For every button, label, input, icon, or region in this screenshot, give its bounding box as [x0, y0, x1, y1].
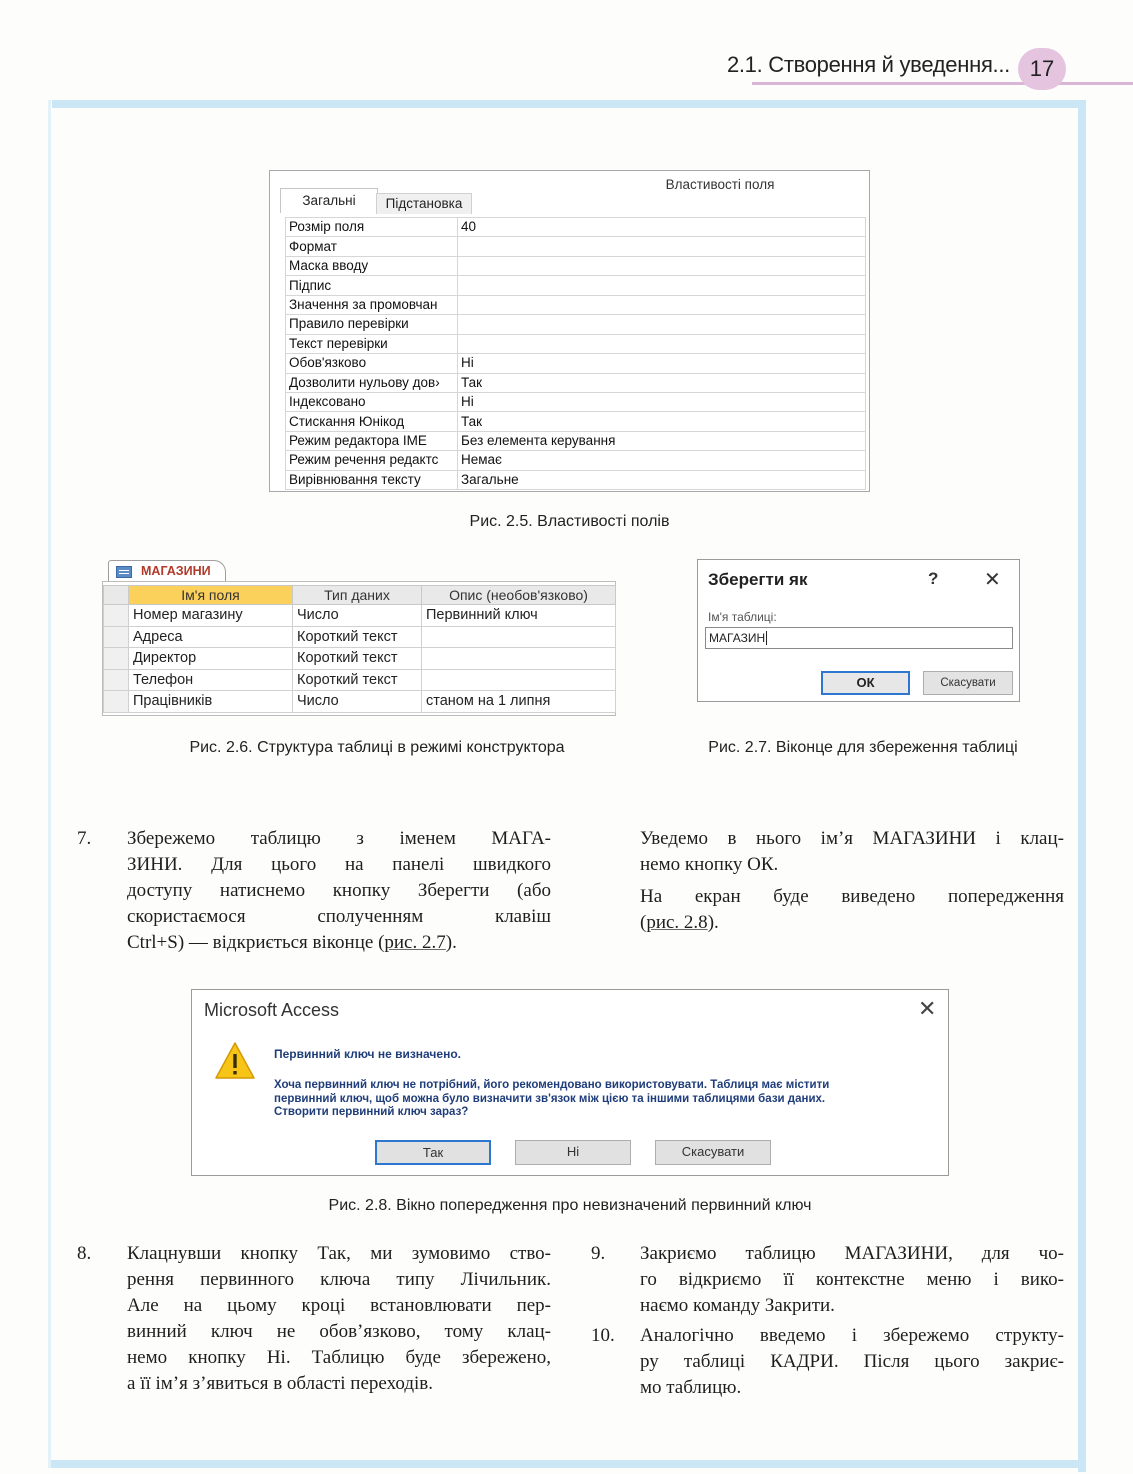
step-10-line-3: мо таблицю.: [640, 1377, 742, 1398]
property-row[interactable]: [286, 451, 866, 470]
column-header-data-type[interactable]: Тип даних: [293, 586, 422, 605]
page-number-badge: 17: [1018, 48, 1066, 90]
cancel-button[interactable]: Скасувати: [655, 1140, 771, 1165]
warning-heading: Первинний ключ не визначено.: [274, 1047, 461, 1061]
close-icon[interactable]: ✕: [918, 996, 937, 1021]
table-tab-label: МАГАЗИНИ: [141, 564, 211, 578]
save-as-title: Зберегти як: [708, 570, 808, 589]
property-row[interactable]: [286, 295, 866, 314]
cancel-button[interactable]: Скасувати: [923, 671, 1013, 695]
step-7-line-5-end: ).: [445, 932, 457, 953]
property-name: Режим редактора IME: [286, 431, 458, 450]
page-frame-left: [48, 100, 51, 1468]
warning-message-line: Хоча первинний ключ не потрібний, його рекомендовано використовувати. Таблиця має містити: [274, 1079, 830, 1091]
property-value[interactable]: [458, 315, 866, 334]
property-name: Значення за промовчан: [286, 295, 458, 314]
field-name-cell[interactable]: Телефон: [129, 669, 293, 691]
data-type-cell[interactable]: Число: [293, 691, 422, 713]
property-value[interactable]: Без елемента керування: [458, 431, 866, 450]
step-7-right-line-4-end: ).: [707, 912, 719, 933]
warning-message-line: Створити первинний ключ зараз?: [274, 1106, 469, 1118]
table-icon: [116, 566, 132, 578]
warning-message-line: первинний ключ, щоб можна було визначити зв'язок між цією та іншими таблицями бази даних.: [274, 1092, 826, 1105]
row-selector[interactable]: [104, 605, 129, 627]
row-selector[interactable]: [104, 626, 129, 648]
property-row[interactable]: [286, 431, 866, 450]
step-7-right-line-4: [640, 910, 1064, 936]
description-cell[interactable]: [422, 626, 616, 648]
ok-button[interactable]: ОК: [821, 671, 910, 695]
header-rule: [752, 82, 1133, 85]
property-value[interactable]: Ні: [458, 354, 866, 373]
step-7-right-line-2: немо кнопку ОК.: [640, 854, 779, 875]
field-properties-grid: [285, 217, 866, 490]
table-name-label: Ім'я таблиці:: [708, 610, 777, 624]
table-name-value: МАГАЗИН: [709, 631, 766, 645]
field-name-cell[interactable]: Номер магазину: [129, 605, 293, 627]
property-row[interactable]: [286, 354, 866, 373]
property-row[interactable]: [286, 392, 866, 411]
property-row[interactable]: [286, 412, 866, 431]
figure-caption-2-6: Рис. 2.6. Структура таблиці в режимі конструктора: [189, 739, 565, 756]
property-value[interactable]: [458, 256, 866, 275]
step-7-line-4: скористаємося сполученням клавіш: [127, 906, 551, 927]
figure-caption-2-5: Рис. 2.5. Властивості полів: [469, 513, 670, 530]
design-grid-area: [102, 581, 616, 716]
row-selector[interactable]: [104, 691, 129, 713]
property-name: Текст перевірки: [286, 334, 458, 353]
tab-lookup[interactable]: Підстановка: [376, 193, 472, 214]
warning-dialog: [191, 989, 949, 1176]
property-row[interactable]: [286, 218, 866, 237]
property-name: Формат: [286, 237, 458, 256]
step-7-line-5-text: Ctrl+S) — відкриється віконце (: [127, 932, 385, 953]
description-cell[interactable]: Первинний ключ: [422, 605, 616, 627]
warning-icon: [214, 1040, 256, 1082]
property-name: Правило перевірки: [286, 315, 458, 334]
property-value[interactable]: Загальне: [458, 470, 866, 489]
page-frame-right: [1078, 100, 1086, 1472]
field-row[interactable]: [104, 648, 616, 670]
step-8-line-6: а її ім’я з’явиться в області переходів.: [127, 1373, 433, 1394]
figure-link-2-7[interactable]: рис. 2.7: [384, 932, 446, 953]
step-number-8: 8.: [77, 1243, 92, 1264]
property-name: Розмір поля: [286, 218, 458, 237]
step-10-text: [640, 1323, 1064, 1401]
help-icon[interactable]: ?: [928, 569, 939, 588]
property-value[interactable]: [458, 334, 866, 353]
field-name-cell[interactable]: Працівників: [129, 691, 293, 713]
step-8-line-4: винний ключ не обов’язково, тому клац-: [127, 1321, 551, 1342]
text-cursor: [766, 631, 767, 645]
step-8-line-5: немо кнопку Ні. Таблицю буде збережено,: [127, 1347, 551, 1368]
running-header-title: 2.1. Створення й уведення...: [726, 52, 1010, 77]
property-name: Стискання Юнікод: [286, 412, 458, 431]
tab-general[interactable]: Загальні: [280, 188, 378, 213]
row-selector[interactable]: [104, 669, 129, 691]
step-7-right-line-1: Уведемо в нього ім’я МАГАЗИНИ і клац-: [640, 828, 1064, 849]
table-name-input[interactable]: [705, 627, 1013, 649]
property-name: Маска вводу: [286, 256, 458, 275]
page-frame-top: [52, 100, 1086, 108]
step-9-text: [640, 1241, 1064, 1319]
step-10-line-2: ру таблиці КАДРИ. Після цього закриє-: [640, 1351, 1064, 1372]
warning-dialog-title: Microsoft Access: [204, 1000, 340, 1020]
property-row[interactable]: [286, 470, 866, 489]
table-tab[interactable]: [108, 560, 226, 583]
close-icon[interactable]: ✕: [984, 569, 1001, 591]
step-number-9: 9.: [591, 1243, 606, 1264]
property-value[interactable]: Так: [458, 412, 866, 431]
step-7-line-5: [127, 930, 551, 956]
description-cell[interactable]: [422, 648, 616, 670]
property-row[interactable]: [286, 256, 866, 275]
field-row[interactable]: [104, 691, 616, 713]
property-name: Індексовано: [286, 392, 458, 411]
step-9-line-3: наємо команду Закрити.: [640, 1295, 835, 1316]
step-8-text: [127, 1241, 551, 1397]
yes-button[interactable]: Так: [375, 1140, 491, 1165]
property-name: Дозволити нульову дов›: [286, 373, 458, 392]
property-value[interactable]: Ні: [458, 392, 866, 411]
property-value[interactable]: [458, 237, 866, 256]
design-grid: [103, 585, 616, 713]
step-10-line-1: Аналогічно введемо і збережемо структу-: [640, 1325, 1064, 1346]
property-name: Режим речення редактс: [286, 451, 458, 470]
data-type-cell[interactable]: Число: [293, 605, 422, 627]
figure-link-2-8[interactable]: рис. 2.8: [646, 912, 708, 933]
step-7-right-line-3: На екран буде виведено попередження: [640, 886, 1064, 907]
step-8-line-1: Клацнувши кнопку Так, ми зумовимо ство-: [127, 1243, 551, 1264]
field-name-cell[interactable]: Адреса: [129, 626, 293, 648]
field-properties-title: Властивості поля: [665, 177, 775, 192]
row-selector[interactable]: [104, 648, 129, 670]
warning-message: [274, 1079, 944, 1120]
step-7-line-2: ЗИНИ. Для цього на панелі швидкого: [127, 854, 551, 875]
property-row[interactable]: [286, 315, 866, 334]
step-number-7: 7.: [77, 828, 92, 849]
description-cell[interactable]: станом на 1 липня: [422, 691, 616, 713]
step-9-line-2: го відкриємо її контекстне меню і вико-: [640, 1269, 1064, 1290]
field-row[interactable]: [104, 626, 616, 648]
step-8-line-2: рення первинного ключа типу Лічильник.: [127, 1269, 551, 1290]
row-selector-header: [104, 586, 129, 605]
save-as-dialog: [697, 559, 1020, 702]
column-header-description[interactable]: Опис (необов'язково): [422, 586, 616, 605]
field-name-cell[interactable]: Директор: [129, 648, 293, 670]
page-frame-bottom: [48, 1460, 1086, 1468]
step-number-10: 10.: [591, 1325, 615, 1346]
property-value[interactable]: [458, 276, 866, 295]
data-type-cell[interactable]: Короткий текст: [293, 648, 422, 670]
property-value[interactable]: 40: [458, 218, 866, 237]
step-9-line-1: Закриємо таблицю МАГАЗИНИ, для чо-: [640, 1243, 1064, 1264]
data-type-cell[interactable]: Короткий текст: [293, 669, 422, 691]
step-7-line-1: Збережемо таблицю з іменем МАГА-: [127, 828, 551, 849]
step-7-line-3: доступу натиснемо кнопку Зберегти (або: [127, 880, 551, 901]
field-row[interactable]: [104, 669, 616, 691]
no-button[interactable]: Ні: [515, 1140, 631, 1165]
step-7-text: [127, 826, 551, 956]
figure-caption-2-8: Рис. 2.8. Вікно попередження про невизначений первинний ключ: [328, 1197, 812, 1214]
figure-caption-2-7: Рис. 2.7. Віконце для збереження таблиці: [708, 739, 1018, 756]
step-8-line-3: Але на цьому кроці встановлювати пер-: [127, 1295, 551, 1316]
step-7-right-line-4-start: (: [640, 912, 647, 933]
column-header-field-name[interactable]: Ім'я поля: [129, 586, 293, 605]
property-value[interactable]: Немає: [458, 451, 866, 470]
property-name: Вирівнювання тексту: [286, 470, 458, 489]
property-name: Підпис: [286, 276, 458, 295]
property-value[interactable]: Так: [458, 373, 866, 392]
property-row[interactable]: [286, 373, 866, 392]
property-row[interactable]: [286, 276, 866, 295]
property-name: Обов'язково: [286, 354, 458, 373]
data-type-cell[interactable]: Короткий текст: [293, 626, 422, 648]
field-row[interactable]: [104, 605, 616, 627]
description-cell[interactable]: [422, 669, 616, 691]
table-design-view: [102, 557, 616, 716]
property-row[interactable]: [286, 237, 866, 256]
property-row[interactable]: [286, 334, 866, 353]
step-7-continuation: [640, 826, 1064, 936]
property-value[interactable]: [458, 295, 866, 314]
field-properties-panel: [269, 170, 870, 492]
